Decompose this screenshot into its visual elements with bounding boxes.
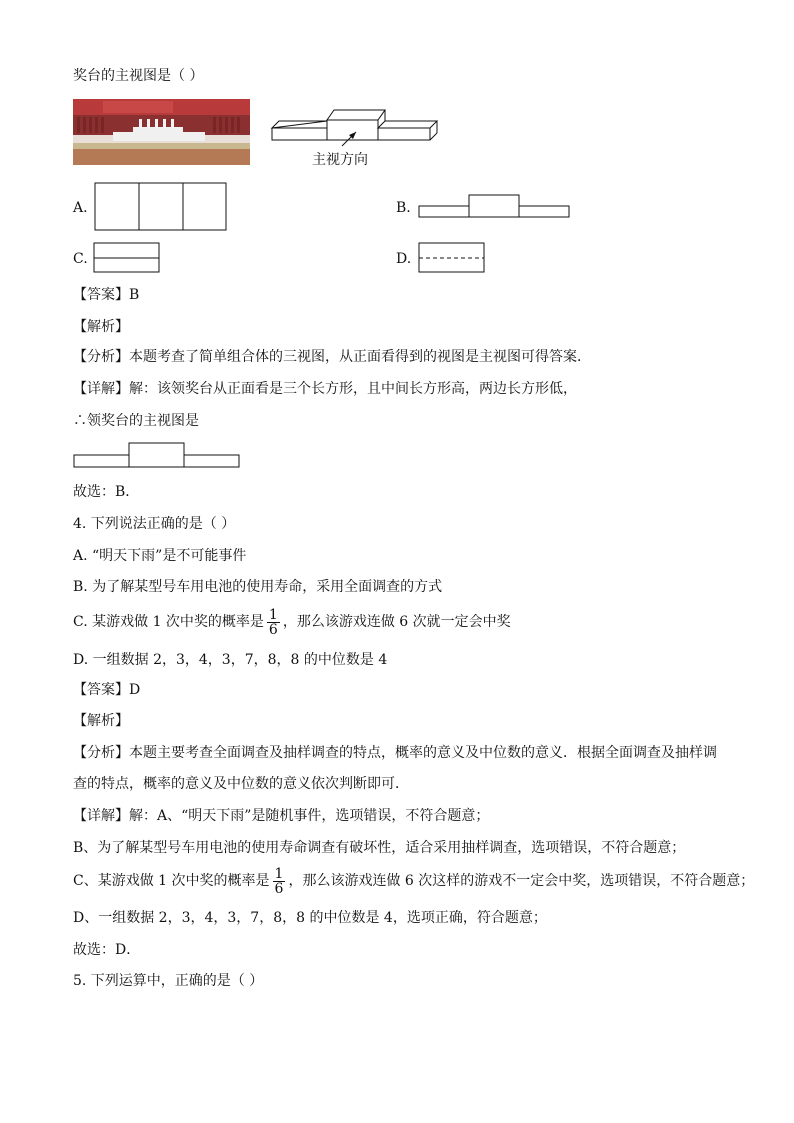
question-3-stem: 奖台的主视图是（ ） xyxy=(73,68,204,84)
q4-analysis-line-2: 查的特点，概率的意义及中位数的意义依次判断即可． xyxy=(73,776,409,792)
q4-option-d: D. 一组数据 2，3，4，3，7，8，8 的中位数是 4 xyxy=(73,652,388,668)
q3-answer: 【答案】B xyxy=(73,287,140,303)
option-a-label: A. xyxy=(73,200,88,216)
q4-detail-a: 【详解】解：A、“明天下雨”是随机事件，选项错误，不符合题意； xyxy=(73,808,490,824)
option-d-label: D. xyxy=(396,251,412,267)
q4-option-a: A. “明天下雨”是不可能事件 xyxy=(73,548,247,564)
option-a-figure xyxy=(94,182,228,232)
q3-therefore: ∴领奖台的主视图是 xyxy=(73,413,199,429)
q4-detail-c-suffix: ，那么该游戏连做 6 次这样的游戏不一定会中奖，选项错误，不符合题意； xyxy=(288,873,755,889)
q4-analysis-line-1: 【分析】本题主要考查全面调查及抽样调查的特点，概率的意义及中位数的意义．根据全面调查及抽样调 xyxy=(73,745,717,761)
q3-detail: 【详解】解：该领奖台从正面看是三个长方形，且中间长方形高，两边长方形低， xyxy=(73,381,577,397)
option-c-label: C. xyxy=(73,251,88,267)
option-b-label: B. xyxy=(396,200,411,216)
fraction-denominator: 6 xyxy=(274,880,284,897)
fraction-numerator: 1 xyxy=(274,865,284,882)
q3-front-view-figure xyxy=(73,442,243,469)
q4-detail-d: D、一组数据 2，3，4，3，7，8，8 的中位数是 4，选项正确，符合题意； xyxy=(73,910,547,926)
fraction-denominator: 6 xyxy=(268,621,278,638)
question-5-stem: 5. 下列运算中，正确的是（ ） xyxy=(73,973,264,989)
q4-option-c-suffix: ，那么该游戏连做 6 次就一定会中奖 xyxy=(282,614,511,630)
option-b-figure xyxy=(418,194,571,219)
podium-3d-diagram xyxy=(270,106,440,154)
q3-analysis-heading: 【解析】 xyxy=(73,319,129,335)
view-direction-label: 主视方向 xyxy=(312,152,368,168)
option-c-figure xyxy=(93,242,161,274)
q4-option-b: B. 为了解某型号车用电池的使用寿命，采用全面调查的方式 xyxy=(73,579,443,595)
q4-choose: 故选：D． xyxy=(73,942,141,958)
podium-photo xyxy=(73,99,250,165)
q3-choose: 故选：B． xyxy=(73,484,140,500)
question-4-stem: 4. 下列说法正确的是（ ） xyxy=(73,516,236,532)
fraction-one-sixth xyxy=(273,867,286,896)
fraction-one-sixth xyxy=(267,608,280,637)
fraction-numerator: 1 xyxy=(268,606,278,623)
q4-analysis-heading: 【解析】 xyxy=(73,713,129,729)
q4-detail-c xyxy=(73,861,754,901)
option-d-figure xyxy=(418,242,486,274)
q4-option-c-prefix: C. 某游戏做 1 次中奖的概率是 xyxy=(73,614,264,630)
q4-detail-b: B、为了解某型号车用电池的使用寿命调查有破坏性，适合采用抽样调查，选项错误，不符合题意； xyxy=(73,840,686,856)
q4-option-c xyxy=(73,602,511,642)
q4-detail-c-prefix: C、某游戏做 1 次中奖的概率是 xyxy=(73,873,270,889)
q4-answer: 【答案】D xyxy=(73,682,141,698)
q3-analysis: 【分析】本题考查了简单组合体的三视图，从正面看得到的视图是主视图可得答案． xyxy=(73,349,591,365)
